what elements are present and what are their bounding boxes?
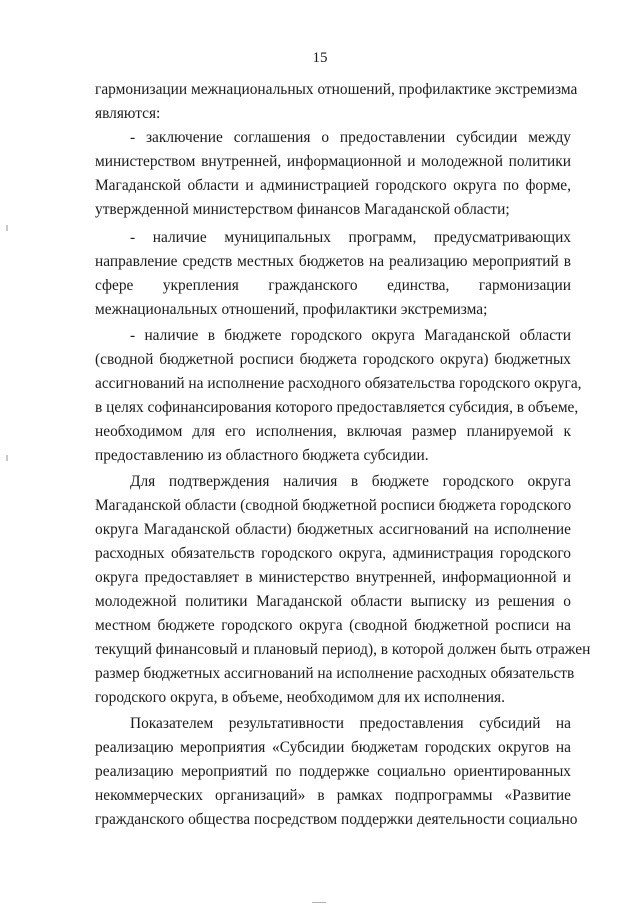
text-line: являются: [95, 105, 161, 122]
text-line: местном бюджете городского округа (сводной бюджетной росписи на [95, 617, 571, 634]
text-line: (сводной бюджетной росписи бюджета городского округа) бюджетных [95, 351, 571, 368]
text-line: Показателем результативности предоставления субсидий на [130, 715, 571, 732]
page-number: 15 [312, 50, 328, 66]
text-line: утвержденной министерством финансов Магаданской области; [95, 201, 510, 218]
scan-margin-mark [6, 225, 8, 231]
text-line: в целях софинансирования которого предоставляется субсидия, в объеме, [95, 399, 579, 416]
text-line: ассигнований на исполнение расходного обязательства городского округа, [95, 375, 582, 392]
text-line: текущий финансовый и плановый период), в которой должен быть отражен [95, 641, 591, 658]
text-line: расходных обязательств городского округа, администрация городского [95, 545, 571, 562]
text-line: - заключение соглашения о предоставлении субсидии между [130, 129, 571, 146]
text-line: городского округа, в объеме, необходимом для их исполнения. [95, 689, 505, 706]
text-line: сфере укрепления гражданского единства, гармонизации [95, 277, 571, 294]
text-line: округа Магаданской области) бюджетных ассигнований на исполнение [95, 521, 571, 538]
text-line: - наличие в бюджете городского округа Магаданской области [130, 327, 571, 344]
text-line: размер бюджетных ассигнований на исполнение расходных обязательств [95, 665, 575, 682]
text-line: гармонизации межнациональных отношений, профилактике экстремизма [95, 81, 578, 98]
text-line: министерством внутренней, информационной и молодежной политики [95, 153, 571, 170]
text-line: Магаданской области и администрацией городского округа по форме, [95, 177, 571, 194]
scan-margin-mark [6, 455, 8, 461]
text-line: - наличие муниципальных программ, предусматривающих [130, 229, 571, 246]
text-line: молодежной политики Магаданской области выписку из решения о [95, 593, 571, 610]
text-line: направление средств местных бюджетов на реализацию мероприятий в [95, 253, 571, 270]
text-line: реализацию мероприятий по поддержке социально ориентированных [95, 763, 571, 780]
scan-artifact [312, 902, 326, 903]
text-line: предоставлению из областного бюджета субсидии. [95, 447, 429, 464]
text-line: гражданского общества посредством поддержки деятельности социально [95, 811, 578, 828]
text-line: Для подтверждения наличия в бюджете городского округа [130, 473, 571, 490]
text-line: необходимом для его исполнения, включая размер планируемой к [95, 423, 571, 440]
text-line: округа предоставляет в министерство внутренней, информационной и [95, 569, 571, 586]
text-line: Магаданской области (сводной бюджетной росписи бюджета городского [95, 497, 572, 514]
text-line: некоммерческих организаций» в рамках подпрограммы «Развитие [95, 787, 571, 804]
text-line: реализацию мероприятия «Субсидии бюджетам городских округов на [95, 739, 571, 756]
text-line: межнациональных отношений, профилактики экстремизма; [95, 301, 488, 318]
